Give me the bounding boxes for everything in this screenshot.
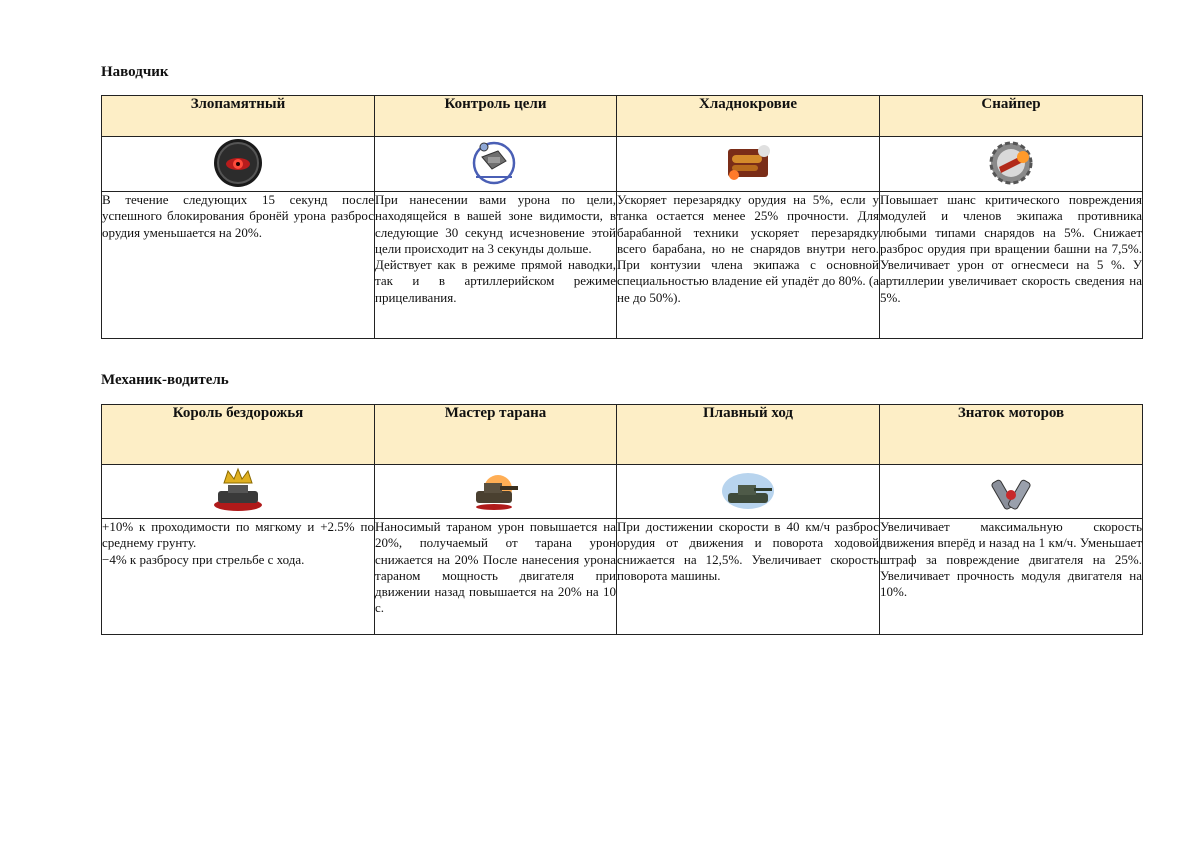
section-title-driver: Механик-водитель [101,372,229,388]
skill-description: Увеличивает максимальную скорость движения вперёд и назад на 1 км/ч. Уменьшает штраф за повреждение двигателя на 25%. Увеличивает прочность модуля двигателя на 10%. [880,519,1143,635]
skill-description: Наносимый тараном урон повышается на 20%, получаемый от тарана урон снижается на 20% После нанесения урона тараном мощность двигателя при движении назад повышается на 20% на 10 с. [375,519,617,635]
skill-description: В течение следующих 15 секунд после успешного блокирования бронёй урона разброс орудия уменьшается на 20%. [102,192,375,339]
smooth-ride-tank-icon [720,465,776,517]
skill-header-sniper: Снайпер [880,96,1143,137]
skill-header-cool-head: Хладнокровие [617,96,880,137]
skill-description: Ускоряет перезарядку орудия на 5%, если у танка остается менее 25% прочности. Для барабанной техники ускоряет перезарядку всего барабана, но не снарядов внутри него. При контузии члена экипажа с основной специальностью владение ей упадёт до 80%. (а не до 50%). [617,192,880,339]
offroad-crown-icon [210,465,266,517]
target-scope-icon [468,137,524,189]
skill-header-engine-expert: Знаток моторов [880,405,1143,465]
gunner-skills-table [101,95,1143,339]
sniper-gear-icon [983,137,1039,189]
skill-description: При достижении скорости в 40 км/ч разброс орудия от движения и поворота ходовой снижается на 12,5%. Увеличивает скорость поворота машины. [617,519,880,635]
skill-header-target-control: Контроль цели [375,96,617,137]
engine-pistons-icon [983,465,1039,517]
skill-description: При нанесении вами урона по цели, находящейся в вашей зоне видимости, в следующие 30 секунд исчезновение этой цели происходит на 3 секунды дольше. Действует как в режиме прямой наводки, так и в артиллерийском режиме прицеливания. [375,192,617,339]
section-title-gunner: Наводчик [101,64,169,80]
driver-skills-table [101,404,1143,635]
skill-description: Повышает шанс критического повреждения модулей и членов экипажа противника любыми типами снарядов на 5%. Снижает разброс орудия при вращении башни на 7,5%. Увеличивает урон от огнесмеси на 5 %. У артиллерии увеличивает скорость сведения на 5%. [880,192,1143,339]
skill-header-revenge: Злопамятный [102,96,375,137]
skill-header-smooth-ride: Плавный ход [617,405,880,465]
revenge-eye-icon [210,137,266,189]
skill-header-ram-master: Мастер тарана [375,405,617,465]
skill-header-offroad-king: Король бездорожья [102,405,375,465]
cool-reload-icon [720,137,776,189]
skill-description: +10% к проходимости по мягкому и +2.5% по среднему грунту. −4% к разбросу при стрельбе с хода. [102,519,375,635]
ram-tank-icon [468,465,524,517]
